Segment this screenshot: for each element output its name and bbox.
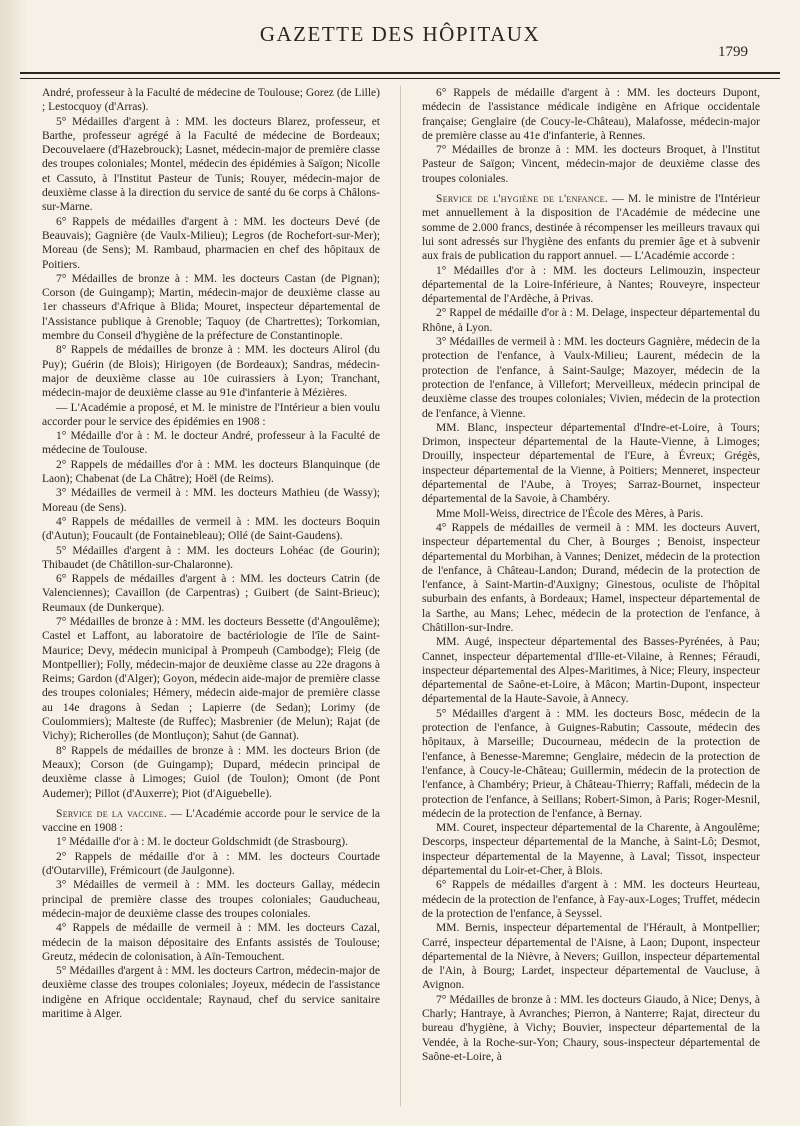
page-fold-shadow [0, 0, 28, 1126]
right-column [422, 86, 760, 1064]
paragraph: 3° Médailles de vermeil à : MM. les docteurs Gallay, médecin principal de première classe des troupes coloniales; Gauducheau, médecin-major de deuxième classe des troupes coloniales. [42, 879, 380, 920]
paragraph: 5° Médailles d'argent à : MM. les docteurs Cartron, médecin-major de deuxième classe des troupes coloniales; Joyeux, médecin de l'assistance indigène en Afrique occidentale; Raynaud, chef du service sanitaire maritime à Alger. [42, 965, 380, 1020]
paragraph: 7° Médailles de bronze à : MM. les docteurs Giaudo, à Nice; Denys, à Charly; Hantraye, à Avranches; Pierron, à Nanterre; Rajat, directeur du bureau d'hygiène, à Vichy; Bouvier, inspecteur départemental de la Vendée, à la Roche-sur-Yon; Chaury, sous-inspecteur départemental de Saône-et-Loire, à [422, 993, 760, 1063]
header-rule-thin [20, 78, 780, 79]
running-title: GAZETTE DES HÔPITAUX [259, 22, 541, 46]
paragraph [422, 192, 760, 263]
paragraph: André, professeur à la Faculté de médecine de Toulouse; Gorez (de Lille) ; Lestocquoy (d'Arras). [42, 87, 380, 114]
page-number: 1799 [718, 44, 748, 60]
paragraph: MM. Blanc, inspecteur départemental d'Indre-et-Loire, à Tours; Drimon, inspecteur départemental de la Haute-Vienne, à Limoges; Drouilly, inspecteur départemental de l'Eure, à Évreux; Grégès, inspecteur départemental de la Vienne, à Poitiers; Menneret, inspecteur départemental de l'Aube, à Troyes; Sarraz-Bournet, inspecteur départemental de la Savoie, à Chambéry. [422, 421, 760, 506]
section-heading: Service de la vaccine. [56, 807, 167, 820]
paragraph: 1° Médaille d'or à : M. le docteur Goldschmidt (de Strasbourg). [56, 836, 348, 849]
paragraph: 8° Rappels de médailles de bronze à : MM. les docteurs Brion (de Meaux); Corson (de Guingamp); Dupard, médecin principal de deuxième classe à Limoges; Guiol (de Toulon); Omont (de Pont Audemer); Pillot (d'Auxerre); Piot (d'Aiguebelle). [42, 744, 380, 800]
paragraph: 4° Rappels de médaille de vermeil à : MM. les docteurs Cazal, médecin de la maison dépositaire des Enfants assistés de Toulouse; Greutz, médecin de colonisation, à Aïn-Temouchent. [42, 922, 380, 963]
column-gutter [400, 86, 401, 1106]
paragraph: 4° Rappels de médailles de vermeil à : MM. les docteurs Auvert, inspecteur départemental du Cher, à Bourges ; Benoist, inspecteur départemental du Morbihan, à Vannes; Denizet, médecin de la protection de l'enfance, à Château-Landon; Durand, médecin de la protection de l'enfance, à Saint-Martin-d'Auxigny; Ginestous, oculiste de l'hôpital suburbain des enfants, à Bordeaux; Hamel, inspecteur départemental de la Sarthe, au Mans; Lehec, médecin de la protection de l'enfance, à Châtillon-sur-Indre. [422, 521, 760, 634]
header-rule-thick [20, 72, 780, 74]
paragraph [42, 807, 380, 836]
paragraph: 1° Médailles d'or à : MM. les docteurs Lelimouzin, inspecteur départemental de la Loire-Inférieure, à Nantes; Rouveyre, inspecteur départemental de l'Ardèche, à Privas. [422, 264, 760, 306]
paragraph: 6° Rappels de médailles d'argent à : MM. les docteurs Devé (de Beauvais); Gagnière (de Vaulx-Milieu); Legros (de Rochefort-sur-Mer); Moreau (de Sens); M. Rambaud, pharmacien en chef des hôpitaux de Poitiers. [42, 215, 380, 271]
paragraph: 1° Médaille d'or à : M. le docteur André, professeur à la Faculté de médecine de Toulouse. [42, 430, 380, 457]
paragraph: 7° Médailles de bronze à : MM. les docteurs Castan (de Pignan); Corson (de Guingamp); Martin, médecin-major de deuxième classe au 1er chasseurs d'Afrique à Blida; Mouret, inspecteur départemental de l'Assistance publique à Grenoble; Taquoy (de Chartrettes); Torkomian, membre du Conseil d'hygiène de la préfecture de Constantinople. [42, 272, 380, 343]
paragraph: 2° Rappels de médaille d'or à : MM. les docteurs Courtade (d'Outarville), Frémicourt (de Jaulgonne). [42, 850, 380, 878]
paragraph: 6° Rappels de médailles d'argent à : MM. les docteurs Catrin (de Valenciennes); Cavaillon (de Carpentras) ; Guibert (de Saint-Brieuc); Reumaux (de Dunkerque). [42, 573, 380, 614]
paragraph: 3° Médailles de vermeil à : MM. les docteurs Mathieu (de Wassy); Moreau (de Sens). [42, 487, 380, 514]
paragraph: 8° Rappels de médailles de bronze à : MM. les docteurs Alirol (du Puy); Guérin (de Blois); Hirigoyen (de Bordeaux); Sandras, médecin-major de deuxième classe au 10e cuirassiers à Lyon; Tranchant, médecin-major de deuxième classe au 91e d'infanterie à Mézières. [42, 344, 380, 400]
paragraph: 5° Médailles d'argent à : MM. les docteurs Lohéac (de Gourin); Thibaudet (de Châtillon-sur-Chalaronne). [42, 544, 380, 571]
paragraph: 3° Médailles de vermeil à : MM. les docteurs Gagnière, médecin de la protection de l'enfance, à Vaulx-Milieu; Laurent, médecin de la protection de l'enfance, à Saint-Saulge; Mazoyer, médecin de la protection de l'enfance, à Villefort; Merveilleux, médecin principal de deuxième classe des troupes coloniales; Vivien, médecin de la protection de l'enfance, à Vienne. [422, 336, 760, 420]
paragraph: 5° Médailles d'argent à : MM. les docteurs Blarez, professeur, et Barthe, professeur agrégé à la Faculté de médecine de Bordeaux; Decouvelaere (d'Hazebrouck); Lasnet, médecin-major de première classe des troupes coloniales; Montel, médecin des épidémies à Saïgon; Nicolle et Cassuto, à l'Institut Pasteur de Tunis; Rouyer, médecin-major de deuxième classe à la direction du service de santé du 6e corps à Châlons-sur-Marne. [42, 115, 380, 214]
paragraph: 6° Rappels de médailles d'argent à : MM. les docteurs Heurteau, médecin de la protection de l'enfance, à Fay-aux-Loges; Truffet, médecin de la protection de l'enfance, à Seyssel. [422, 879, 760, 920]
paragraph: MM. Couret, inspecteur départemental de la Charente, à Angoulême; Descorps, inspecteur départemental de la Manche, à Saint-Lô; Desmot, inspecteur départemental de la Mayenne, à Laval; Tissot, inspecteur départemental du Loir-et-Cher, à Blois. [422, 822, 760, 878]
section-heading: Service de l'hygiène de l'enfance. [436, 193, 608, 206]
paragraph: MM. Bernis, inspecteur départemental de l'Hérault, à Montpellier; Carré, inspecteur départemental de l'Aisne, à Laon; Dupont, inspecteur départemental de la Nièvre, à Nevers; Guillon, inspecteur départemental de l'Ain, à Bourg; Lardet, inspecteur départemental de Vaucluse, à Avignon. [422, 922, 760, 992]
paragraph: — L'Académie a proposé, et M. le ministre de l'Intérieur a bien voulu accorder pour le service des épidémies en 1908 : [42, 401, 380, 428]
paragraph-text: — L'Académie accorde pour le service de la vaccine en 1908 : [42, 807, 380, 835]
paragraph: 6° Rappels de médaille d'argent à : MM. les docteurs Dupont, médecin de l'assistance médicale indigène en Afrique occidentale française; Genglaire (de Coucy-le-Château), Malafosse, médecin-major de première classe au 41e d'infanterie, à Rennes. [422, 87, 760, 142]
paragraph: 7° Médailles de bronze à : MM. les docteurs Broquet, à l'Institut Pasteur de Saïgon; Vincent, médecin-major de deuxième classe des troupes coloniales. [422, 144, 760, 185]
paragraph: 5° Médailles d'argent à : MM. les docteurs Bosc, médecin de la protection de l'enfance, à Guignes-Rabutin; Cassoute, médecin des hôpitaux, à Marseille; Ducourneau, médecin de la protection de l'enfance, à Benesse-Maremne; Genglaire, médecin de la protection de l'enfance, à Coucy-le-Château; Guillermin, médecin de la protection de l'enfance, à Chambéry; Prieur, à Château-Thierry; Raffali, médecin de la protection de l'enfance, à Seillans; Robert-Simon, à Paris; Roger-Mesnil, médecin de la protection de l'enfance, à Bernay. [422, 707, 760, 820]
paragraph: 7° Médailles de bronze à : MM. les docteurs Bessette (d'Angoulême); Castel et Laffont, au laboratoire de bactériologie de l'île de Saint-Maurice; Devy, médecin municipal à Prompeuh (Cambodge); Fleig (de Montpellier); Folly, médecin-major de deuxième classe au 22e dragons à Reims; Gardon (d'Alger); Goyon, médecin aide-major de première classe des troupes coloniales; Hémery, médecin aide-major de première classe au 14e dragons à Sedan ; Lapierre (de Sedan); Lorimy (de Coulommiers); Malteste (de Ruffec); Masbrenier (de Melun); Rajat (de Vichy); Richerolles (de Montluçon); Sahut (de Gannat). [42, 615, 380, 743]
paragraph: MM. Augé, inspecteur départemental des Basses-Pyrénées, à Pau; Cannet, inspecteur départemental d'Ille-et-Vilaine, à Rennes; Féraudi, inspecteur départemental des Alpes-Maritimes, à Nice; Fleury, inspecteur départemental de Saône-et-Loire, à Mâcon; Martin-Dupont, inspecteur départemental de la Haute-Savoie, à Annecy. [422, 636, 760, 706]
paragraph-text: — M. le ministre de l'Intérieur met annuellement à la disposition de l'Académie de médecine une somme de 2.000 francs, destinée à récompenser les meilleurs travaux qui lui sont adressés sur l'hygiène des enfants du premier âge et à subvenir aux frais de publication du rapport annuel. — L'Académie accorde : [422, 193, 760, 263]
paragraph: 4° Rappels de médailles de vermeil à : MM. les docteurs Boquin (d'Autun); Foucault (de Fontainebleau); Ollé (de Saint-Gaudens). [42, 515, 380, 543]
paragraph: Mme Moll-Weiss, directrice de l'École des Mères, à Paris. [436, 507, 704, 520]
paragraph: 2° Rappel de médaille d'or à : M. Delage, inspecteur départemental du Rhône, à Lyon. [422, 307, 760, 334]
paragraph: 2° Rappels de médailles d'or à : MM. les docteurs Blanquinque (de Laon); Chabenat (de La Châtre); Hoël (de Reims). [42, 458, 380, 486]
page-header [40, 14, 760, 74]
left-column [42, 86, 380, 1021]
